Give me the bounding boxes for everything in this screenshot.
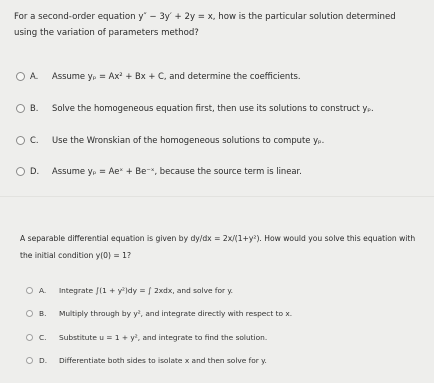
option-text: Use the Wronskian of the homogeneous solutions to compute yₚ. <box>52 135 325 145</box>
divider <box>0 196 434 197</box>
question-1-option-a[interactable] <box>16 71 301 81</box>
option-letter: D. <box>39 356 48 365</box>
option-text: Solve the homogeneous equation first, then use its solutions to construct yₚ. <box>52 103 374 113</box>
option-letter: B. <box>30 103 39 113</box>
question-2-option-a[interactable] <box>26 286 233 295</box>
question-2-option-c[interactable] <box>26 333 267 342</box>
radio-button[interactable] <box>26 357 33 364</box>
option-text: Assume yₚ = Aeˣ + Be⁻ˣ, because the source term is linear. <box>52 166 302 176</box>
question-2-option-b[interactable] <box>26 309 292 318</box>
radio-button[interactable] <box>16 167 25 176</box>
option-letter: B. <box>39 309 47 318</box>
option-letter: A. <box>39 286 47 295</box>
radio-button[interactable] <box>26 310 33 317</box>
option-text: Differentiate both sides to isolate x and then solve for y. <box>59 356 267 365</box>
radio-button[interactable] <box>26 334 33 341</box>
option-letter: A. <box>30 71 39 81</box>
radio-button[interactable] <box>16 72 25 81</box>
option-text: Substitute u = 1 + y², and integrate to find the solution. <box>59 333 268 342</box>
option-letter: D. <box>30 166 40 176</box>
question-1-text: For a second-order equation y″ − 3y′ + 2y = x, how is the particular solution determined using the variation of parameters method? <box>14 12 396 38</box>
option-text: Multiply through by y², and integrate directly with respect to x. <box>59 309 293 318</box>
option-letter: C. <box>30 135 39 145</box>
radio-button[interactable] <box>26 287 33 294</box>
question-1-option-d[interactable] <box>16 166 302 176</box>
radio-button[interactable] <box>16 136 25 145</box>
question-1-option-c[interactable] <box>16 135 324 145</box>
question-1-option-b[interactable] <box>16 103 374 113</box>
option-letter: C. <box>39 333 47 342</box>
radio-button[interactable] <box>16 104 25 113</box>
option-text: Integrate ∫(1 + y²)dy = ∫ 2xdx, and solve for y. <box>59 286 234 295</box>
question-2-text: A separable differential equation is given by dy/dx = 2x/(1+y²). How would you solve this equation with the initial condition y(0) = 1? <box>20 234 416 260</box>
question-2-option-d[interactable] <box>26 356 267 365</box>
option-text: Assume yₚ = Ax² + Bx + C, and determine the coefficients. <box>52 71 301 81</box>
